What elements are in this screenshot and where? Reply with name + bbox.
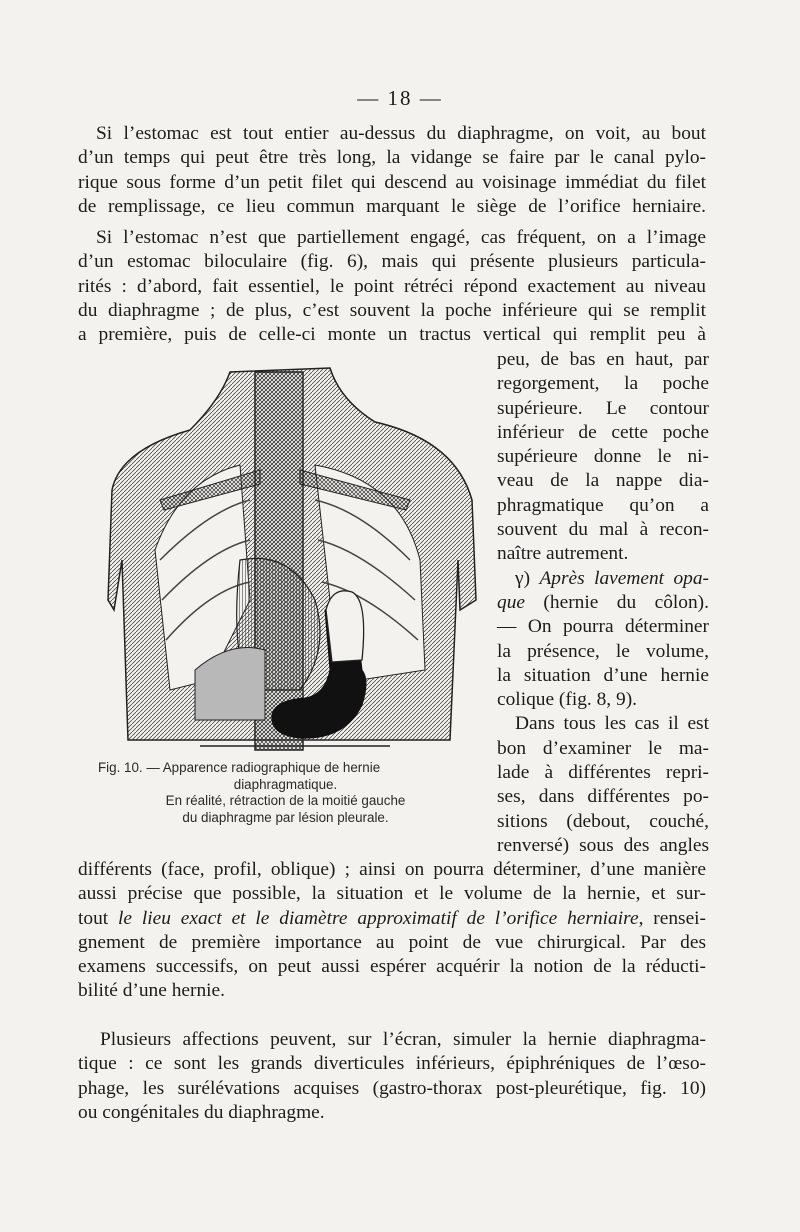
text-line: naître autrement. (497, 543, 629, 565)
text-line (78, 907, 706, 931)
text-run: tout (78, 907, 119, 929)
text-line: examens successifs, on peut aussi espérer acquérir la notion de la réducti- (78, 956, 706, 978)
text-line: renversé) sous des angles (497, 834, 709, 856)
text-line: phage, les surélévations acquises (gastro-thorax post-pleurétique, fig. 10) (78, 1077, 706, 1099)
text-line: phragmatique qu’on a (497, 494, 709, 516)
text-line (497, 567, 709, 591)
text-line: rités : d’abord, fait essentiel, le point rétréci répond exactement au niveau (78, 275, 706, 297)
text-line: du diaphragme ; de plus, c’est souvent la poche inférieure qui se remplit (78, 299, 706, 321)
page-number: — 18 — (357, 86, 443, 110)
text-line: ses, dans différentes po- (497, 786, 709, 808)
text-line: tique : ce sont les grands diverticules inférieurs, épiphréniques de l’œso- (78, 1053, 706, 1075)
text-line: a première, puis de celle-ci monte un tractus vertical qui remplit peu à (78, 324, 706, 346)
gamma-title-end: que (497, 591, 525, 613)
text-line: souvent du mal à recon- (497, 519, 709, 541)
radiograph-figure (100, 360, 480, 760)
text-line: rique sous forme d’un petit filet qui descend au voisinage immédiat du filet (78, 171, 706, 193)
text-line: d’un temps qui peut être très long, la vidange se faire par le canal pylo- (78, 147, 706, 169)
caption-line: diaphragmatique. (233, 776, 338, 792)
paragraph-2 (78, 226, 706, 347)
text-line: veau de la nappe dia- (497, 470, 709, 492)
paragraph-4 (78, 1028, 706, 1125)
text-line: gnement de première importance au point de vue chirurgical. Par des (78, 931, 706, 953)
text-line: ou congénitales du diaphragme. (78, 1101, 325, 1123)
text-line (497, 591, 709, 615)
text-run: , rensei- (638, 907, 707, 929)
text-line: aussi précise que possible, la situation et le volume de la hernie, et sur- (78, 883, 706, 905)
text-line: supérieure donne le ni- (497, 446, 709, 468)
caption-line: En réalité, rétraction de la moitié gauche (165, 793, 406, 808)
caption-line: Fig. 10. — Apparence radiographique de hernie (98, 760, 381, 775)
text-line: lade à différentes repri- (497, 762, 709, 784)
gamma-title: Après lavement opa- (539, 567, 710, 589)
text-line: de remplissage, ce lieu commun marquant le siège de l’orifice herniaire. (78, 195, 706, 217)
right-column (497, 348, 709, 858)
caption-line: du diaphragme par lésion pleurale. (182, 809, 389, 825)
emphasis-text: le lieu exact et le diamètre approximatif de l’orifice herniaire (118, 907, 639, 929)
text-line: peu, de bas en haut, par (497, 349, 709, 370)
text-line: Si l’estomac est tout entier au-dessus du diaphragme, on voit, au bout (96, 123, 706, 144)
text-line: différents (face, profil, oblique) ; ainsi on pourra déterminer, d’une manière (78, 859, 706, 880)
text-line: Si l’estomac n’est que partiellement engagé, cas fréquent, on a l’image (96, 227, 706, 248)
text-line: colique (fig. 8, 9). (497, 689, 638, 711)
gamma-label: γ) (515, 567, 540, 589)
text-line: regorgement, la poche (497, 373, 709, 395)
text-line: la présence, le volume, (497, 640, 709, 662)
text-line: bon d’examiner le ma- (497, 737, 709, 759)
text-line: inférieur de cette poche (497, 421, 709, 443)
text-line: — On pourra déterminer (497, 616, 709, 638)
text-line: d’un estomac biloculaire (fig. 6), mais qui présente plusieurs particula- (78, 251, 706, 273)
text-line: sitions (debout, couché, (497, 810, 709, 832)
text-line: la situation d’une hernie (497, 664, 709, 686)
text-line: bilité d’une hernie. (78, 980, 225, 1002)
paragraph-3 (78, 858, 706, 1004)
figure-caption (98, 760, 473, 826)
gamma-subtitle: (hernie du côlon). (525, 591, 709, 613)
text-line: Plusieurs affections peuvent, sur l’écran, simuler la hernie diaphragma- (100, 1029, 706, 1050)
text-line: Dans tous les cas il est (515, 713, 709, 735)
paragraph-1 (78, 122, 706, 219)
text-line: supérieure. Le contour (497, 397, 709, 419)
